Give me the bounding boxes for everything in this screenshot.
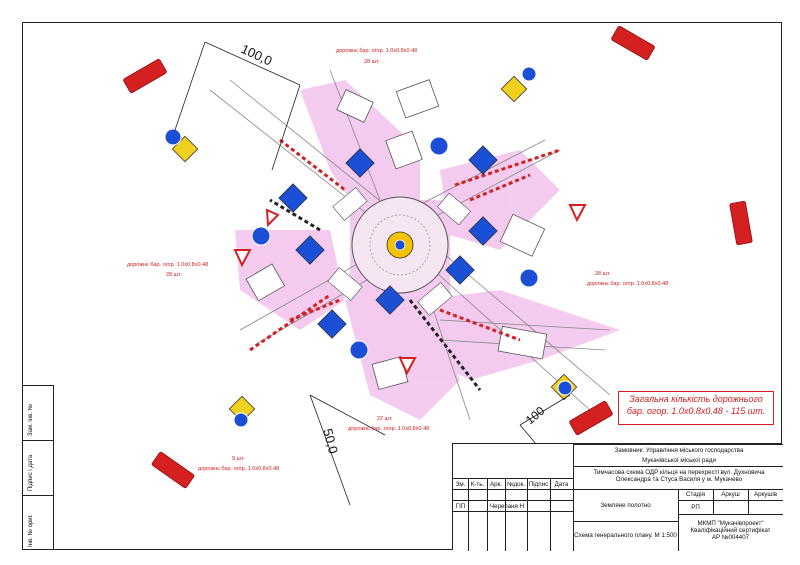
sheet-name: Земляне полотно	[600, 502, 651, 509]
side-stamp	[22, 385, 54, 550]
side-label-replaced: Зам. інв. №	[28, 403, 34, 436]
organization: МКМП "Мукачівпроект" Кваліфікаційний сертифікат АР №004407	[690, 520, 771, 542]
side-label-original: Інв. № ориг.	[28, 514, 34, 547]
scheme-name: Схема генерального плану. М 1:500	[574, 532, 677, 539]
header-date: Дата	[554, 481, 569, 488]
side-label-signature: Підпис і дата	[28, 454, 34, 491]
dimension-100-top: 100,0	[238, 41, 275, 69]
dimension-100-right: 100	[522, 403, 548, 428]
barrier-note-top-line1: дорожнє бар. огор. 1.0х0.8х0.48	[336, 48, 418, 54]
total-note-line1: Загальна кількість дорожнього	[629, 394, 763, 404]
header-zm: Зм.	[455, 481, 466, 488]
stage-value: РП	[691, 504, 700, 511]
barrier-note-bottom-left-line2: дорожнє бар. огор. 1.0х0.8х0.48	[198, 466, 280, 472]
side-cell-signature	[22, 441, 54, 496]
stage-header: Стадія	[685, 491, 705, 498]
header-signature: Підпис	[528, 481, 549, 488]
barrier-note-top-line2: 28 шт.	[364, 59, 380, 65]
customer: Замовник: Управління міського господарства Мукачівської міської ради	[614, 447, 744, 465]
title-block	[452, 443, 782, 550]
barrier-note-right-line1: 28 шт.	[595, 271, 611, 277]
barrier-note-left-line1: дорожнє бар. огор. 1.0х0.8х0.48	[127, 262, 209, 268]
barrier-note-bottom-line1: 22 шт.	[377, 416, 393, 422]
barrier-note-bottom-left-line1: 9 шт.	[232, 456, 245, 462]
barrier-note-right-line2: дорожнє бар. огор. 1.0х0.8х0.48	[587, 281, 669, 287]
header-sheet: Арк.	[490, 481, 502, 488]
header-qty: К-ть.	[470, 481, 485, 488]
side-cell-replaced	[22, 386, 54, 441]
sheets-header: Аркушів	[753, 491, 778, 498]
row-gip: ГІП	[455, 503, 466, 510]
barrier-note-left-line2: 28 шт.	[166, 272, 182, 278]
total-note-line2: бар. огор. 1.0х0.8х0.48 - 115 шт.	[626, 405, 766, 416]
dimension-50-bottom: 50,0	[320, 426, 342, 456]
barrier-note-bottom-line2: дорожнє бар. огор. 1.0х0.8х0.48	[348, 426, 430, 432]
total-barrier-note	[618, 391, 774, 425]
project-title: Тимчасова схема ОДР кільця на перехресті вул. Духновича Олександра та Стуса Василя у м. Мукачево	[593, 469, 765, 484]
side-cell-original	[22, 496, 54, 551]
sheet-header: Аркуш	[721, 491, 740, 498]
gip-name: Черепаня Н	[489, 503, 525, 510]
header-doc: №док.	[506, 481, 526, 488]
roundabout	[352, 197, 448, 293]
